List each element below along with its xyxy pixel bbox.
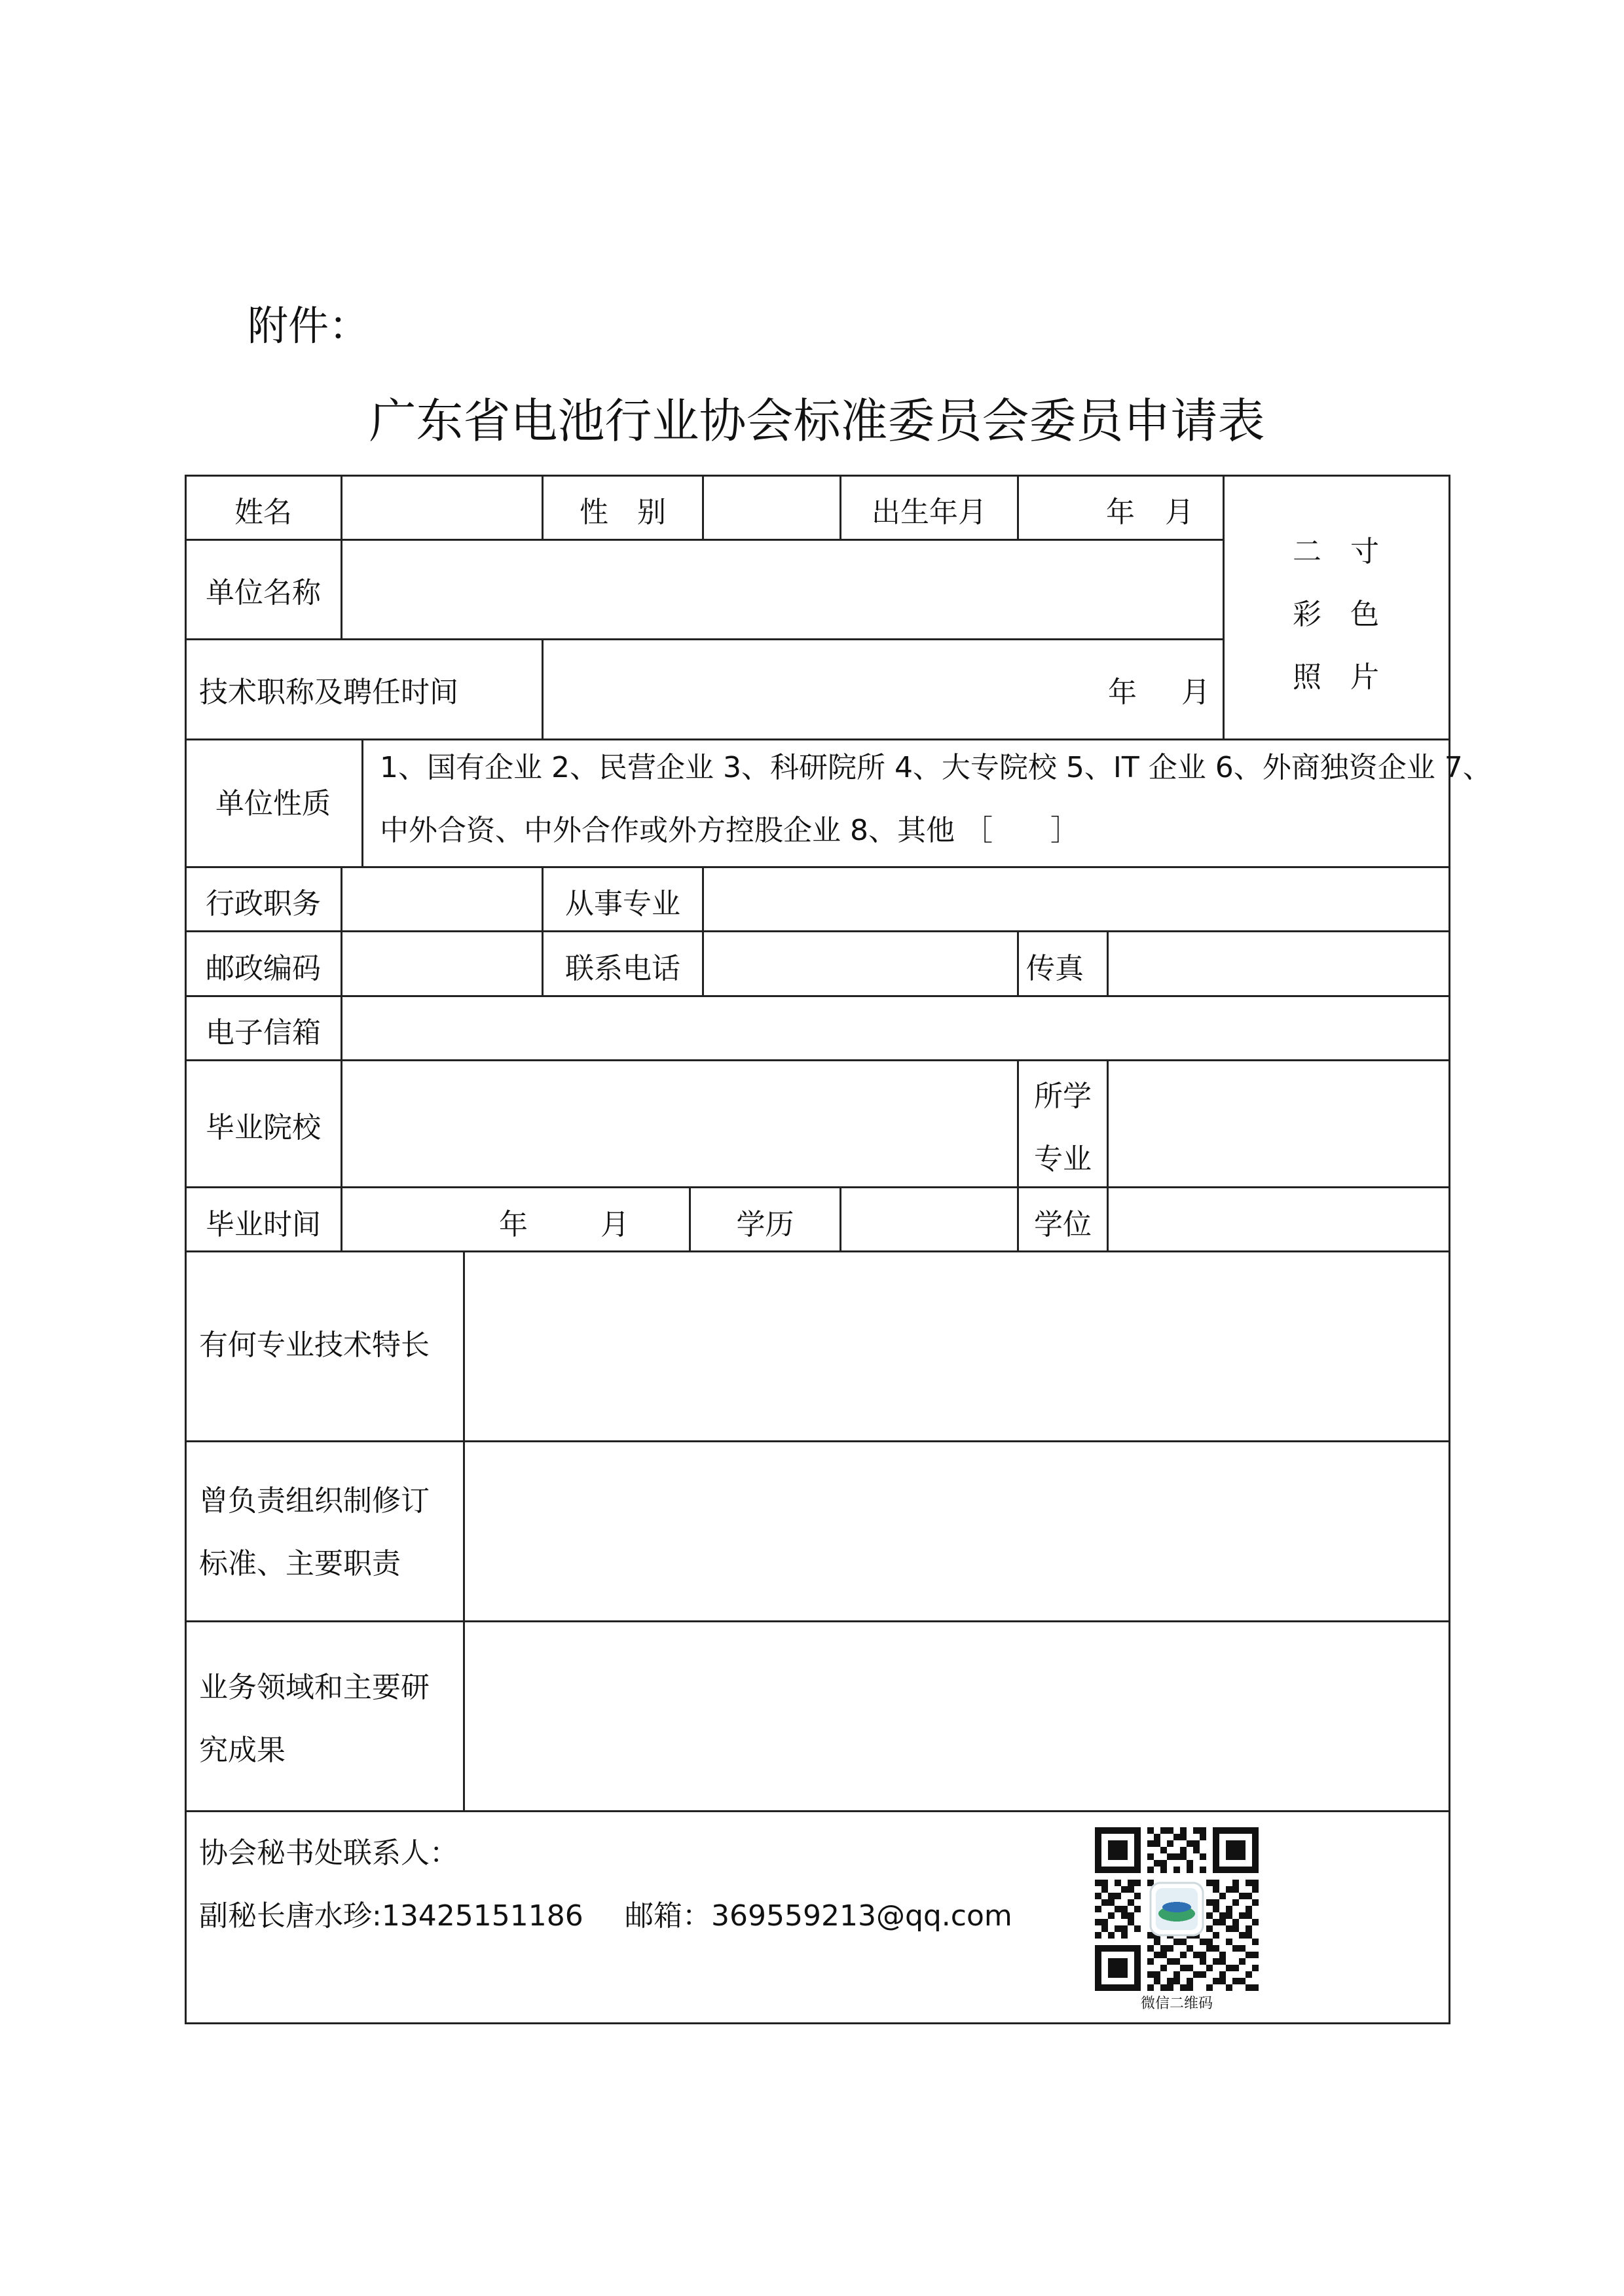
nature-option-line2[interactable]: 中外合资、中外合作或外方控股企业 8、其他 ［ ］ bbox=[380, 814, 1079, 847]
title-month-label: 月 bbox=[1181, 676, 1210, 709]
table-border-bottom bbox=[185, 2022, 1450, 2024]
row-line bbox=[185, 1810, 1450, 1812]
school-field[interactable] bbox=[342, 1061, 1017, 1186]
specialty-field[interactable] bbox=[465, 1252, 1449, 1440]
research-label-line2: 究成果 bbox=[199, 1734, 286, 1767]
standards-field[interactable] bbox=[465, 1442, 1449, 1620]
photo-text-line1: 二 寸 bbox=[1293, 535, 1379, 568]
degree-label: 学位 bbox=[1034, 1208, 1092, 1241]
attachment-label: 附件： bbox=[248, 302, 370, 350]
postcode-label: 邮政编码 bbox=[206, 952, 321, 985]
photo-text-line3: 照 片 bbox=[1293, 661, 1379, 694]
company-label: 单位名称 bbox=[206, 576, 321, 610]
contact-heading: 协会秘书处联系人： bbox=[199, 1836, 458, 1870]
company-field[interactable] bbox=[342, 541, 1223, 638]
row-line bbox=[185, 738, 1450, 740]
nature-option-line1[interactable]: 1、国有企业 2、民营企业 3、科研院所 4、大专院校 5、IT 企业 6、外商独资企业 7、 bbox=[380, 751, 1492, 784]
grad-month-label: 月 bbox=[600, 1208, 629, 1241]
col-line bbox=[1017, 930, 1019, 995]
postcode-field[interactable] bbox=[342, 932, 542, 995]
table-border-right bbox=[1449, 475, 1450, 2024]
form-title: 广东省电池行业协会标准委员会委员申请表 bbox=[369, 393, 1265, 448]
contact-person: 副秘长唐水珍:13425151186 bbox=[199, 1899, 583, 1933]
nature-label: 单位性质 bbox=[215, 787, 331, 820]
birth-year-label: 年 bbox=[1106, 496, 1135, 529]
admin-post-field[interactable] bbox=[342, 868, 542, 930]
name-field[interactable] bbox=[342, 477, 542, 539]
specialty-label: 有何专业技术特长 bbox=[199, 1328, 430, 1362]
grad-year-label: 年 bbox=[499, 1208, 528, 1241]
name-label: 姓名 bbox=[234, 496, 292, 529]
title-year-label: 年 bbox=[1108, 676, 1137, 709]
gender-label: 性 别 bbox=[580, 496, 666, 529]
major-work-field[interactable] bbox=[704, 868, 1449, 930]
standards-label-line1: 曾负责组织制修订 bbox=[199, 1484, 430, 1518]
birth-month-label: 月 bbox=[1165, 496, 1194, 529]
studied-major-field[interactable] bbox=[1109, 1061, 1449, 1186]
qr-caption: 微信二维码 bbox=[1140, 1995, 1213, 2012]
gender-field[interactable] bbox=[704, 477, 840, 539]
research-field[interactable] bbox=[465, 1622, 1449, 1810]
grad-time-label: 毕业时间 bbox=[206, 1208, 321, 1241]
wechat-qr-code-icon bbox=[1095, 1827, 1259, 1991]
school-label: 毕业院校 bbox=[206, 1111, 321, 1144]
education-field[interactable] bbox=[841, 1188, 1017, 1250]
application-form-table bbox=[185, 475, 1492, 2024]
major-work-label: 从事专业 bbox=[565, 887, 680, 920]
table-border-left bbox=[185, 475, 187, 2024]
standards-label-line2: 标准、主要职责 bbox=[199, 1547, 401, 1580]
admin-post-label: 行政职务 bbox=[206, 887, 321, 920]
title-label: 技术职称及聘任时间 bbox=[199, 676, 458, 709]
studied-major-label-line2: 专业 bbox=[1034, 1142, 1092, 1176]
education-label: 学历 bbox=[736, 1208, 794, 1241]
research-label-line1: 业务领域和主要研 bbox=[199, 1671, 430, 1704]
degree-field[interactable] bbox=[1109, 1188, 1449, 1250]
photo-text-line2: 彩 色 bbox=[1293, 598, 1379, 631]
fax-field[interactable] bbox=[1109, 932, 1449, 995]
phone-field[interactable] bbox=[704, 932, 1017, 995]
email-field[interactable] bbox=[342, 997, 1449, 1059]
col-line bbox=[361, 738, 363, 866]
fax-label: 传真 bbox=[1026, 952, 1084, 985]
phone-label: 联系电话 bbox=[565, 952, 680, 985]
contact-email: 邮箱：369559213@qq.com bbox=[625, 1899, 1012, 1933]
email-label: 电子信箱 bbox=[206, 1016, 321, 1049]
birth-label: 出生年月 bbox=[872, 496, 987, 529]
studied-major-label-line1: 所学 bbox=[1034, 1080, 1092, 1113]
